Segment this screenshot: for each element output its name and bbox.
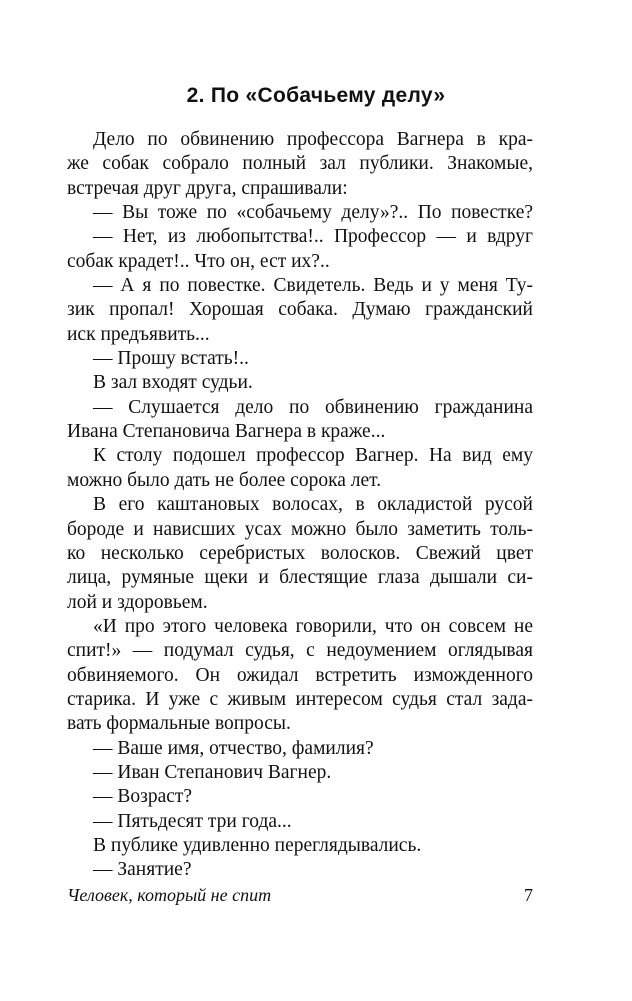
text-line: — Прошу встать!..	[93, 348, 249, 370]
text-line: — Нет, из любопытства!.. Профессор — и вдруг	[93, 226, 533, 248]
text-line: — Иван Степанович Вагнер.	[93, 761, 332, 783]
text-line: лой и здоровьем.	[67, 591, 208, 613]
text-line: встречая друг друга, спрашивали:	[67, 177, 348, 199]
running-footer-title: Человек, который не спит	[67, 885, 272, 905]
text-line: «И про этого человека говорили, что он совсем не	[93, 615, 533, 637]
text-line: — Ваше имя, отчество, фамилия?	[93, 737, 374, 759]
text-line: — А я по повестке. Свидетель. Ведь и у меня Ту-	[93, 275, 533, 297]
page-footer	[67, 883, 533, 907]
text-line: Ивана Степановича Вагнера в краже...	[67, 421, 386, 443]
text-line: лица, румяные щеки и блестящие глаза дышали си-	[67, 567, 533, 589]
text-line: иск предъявить...	[67, 323, 210, 345]
text-line: — Занятие?	[93, 859, 192, 881]
text-line: спит!» — подумал судья, с недоумением оглядывая	[67, 640, 533, 662]
text-line: бороде и нависших усах можно было заметить толь-	[67, 518, 533, 540]
text-line: К столу подошел профессор Вагнер. На вид ему	[93, 445, 533, 467]
text-line: старика. И уже с живым интересом судья стал зада-	[67, 688, 533, 710]
text-line: В зал входят судьи.	[93, 372, 253, 394]
text-line: собак крадет!.. Что он, ест их?..	[67, 250, 330, 272]
page-number: 7	[524, 885, 533, 905]
text-line: — Вы тоже по «собачьему делу»?.. По повестке?	[93, 202, 533, 224]
text-line: же собак собрало полный зал публики. Знакомые,	[67, 153, 533, 175]
body-text	[67, 128, 533, 883]
text-line: ко несколько серебристых волосков. Свежий цвет	[67, 542, 533, 564]
text-line: вать формальные вопросы.	[67, 713, 291, 735]
text-line: можно было дать не более сорока лет.	[67, 469, 382, 491]
chapter-heading: 2. По «Собачьему делу»	[186, 84, 446, 107]
text-line: — Пятьдесят три года...	[93, 810, 292, 832]
text-line: В публике удивленно переглядывались.	[93, 834, 422, 856]
text-line: Дело по обвинению профессора Вагнера в кра-	[93, 129, 533, 150]
text-line: зик пропал! Хорошая собака. Думаю гражданский	[67, 299, 533, 321]
text-line: — Возраст?	[93, 786, 193, 808]
text-line: обвиняемого. Он ожидал встретить изможденного	[67, 664, 533, 686]
text-line: — Слушается дело по обвинению гражданина	[93, 396, 533, 418]
text-line: В его каштановых волосах, в окладистой русой	[93, 494, 533, 516]
